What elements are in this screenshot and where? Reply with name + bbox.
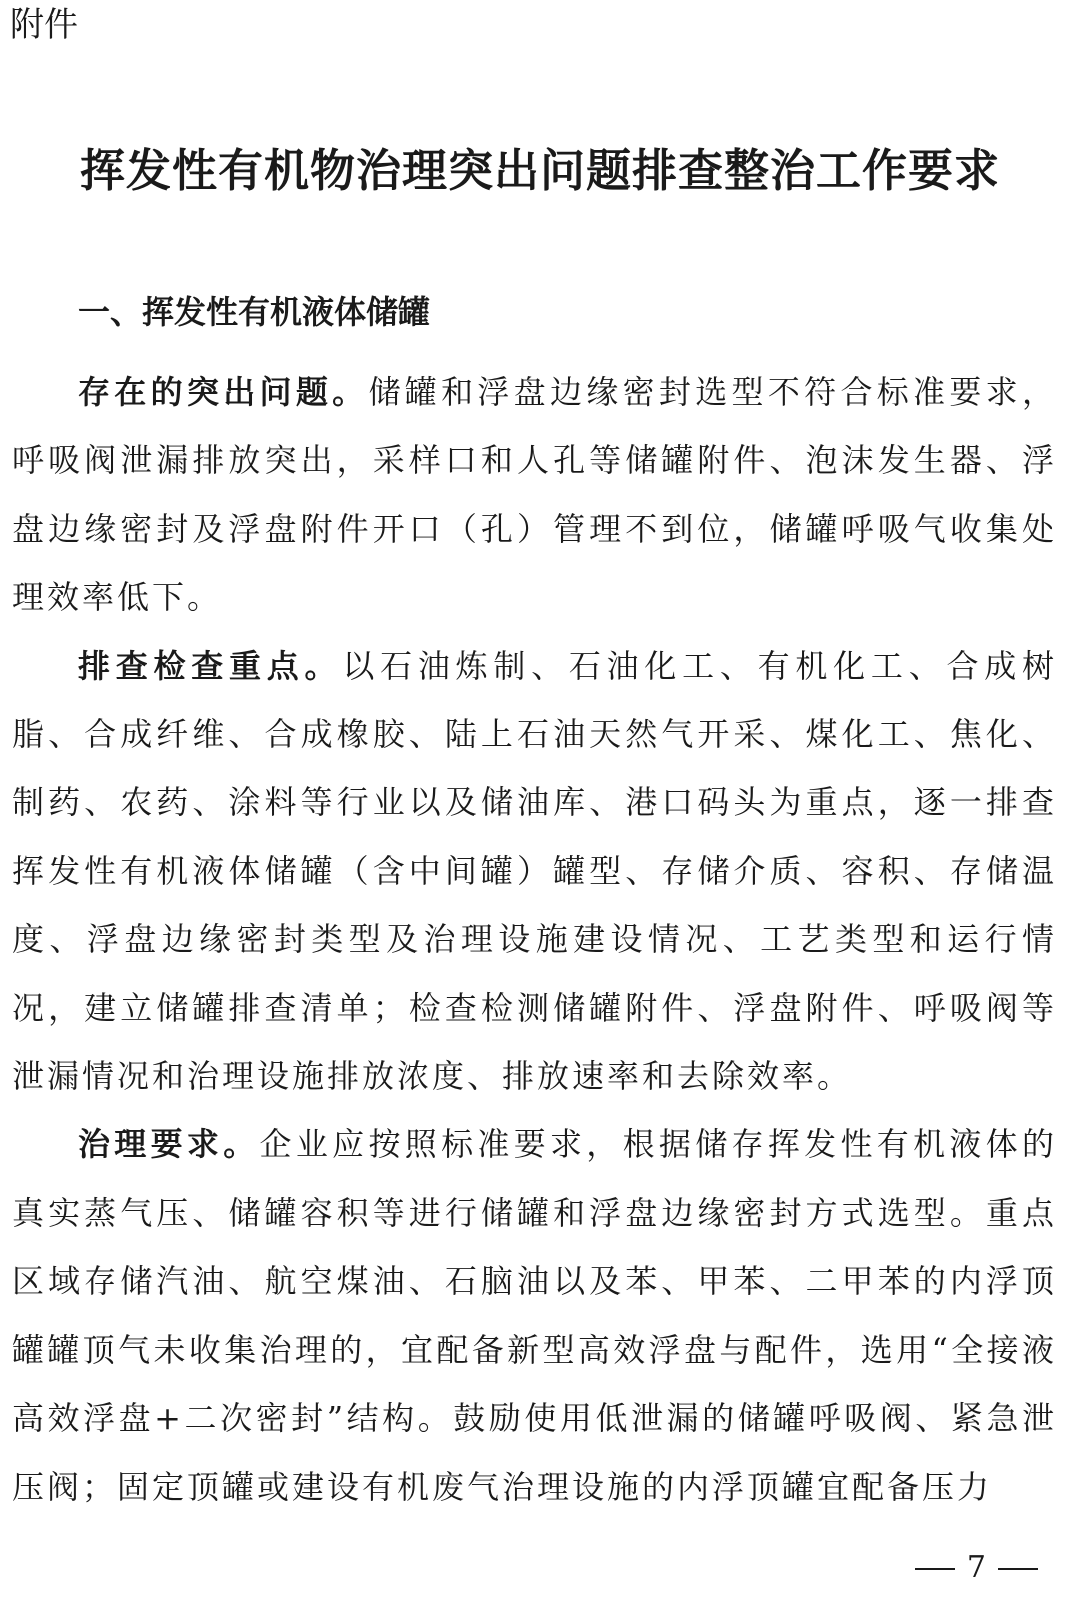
paragraph-text: 储罐和浮盘边缘密封选型不符合标准要求，呼吸阀泄漏排放突出，采样口和人孔等储罐附件、泡沫发生器、浮盘边缘密封及浮盘附件开口（孔）管理不到位，储罐呼吸气收集处理效率低下。: [12, 373, 1057, 617]
paragraph-text: 以石油炼制、石油化工、有机化工、合成树脂、合成纤维、合成橡胶、陆上石油天然气开采、煤化工、焦化、制药、农药、涂料等行业以及储油库、港口码头为重点，逐一排查挥发性有机液体储罐（含中间罐）罐型、存储介质、容积、存储温度、浮盘边缘密封类型及治理设施建设情况、工艺类型和运行情况，建立储罐排查清单；检查检测储罐附件、浮盘附件、呼吸阀等泄漏情况和治理设施排放浓度、排放速率和去除效率。: [12, 646, 1057, 1096]
paragraph-requirements: [12, 1110, 1057, 1520]
paragraph-text: 企业应按照标准要求，根据储存挥发性有机液体的真实蒸气压、储罐容积等进行储罐和浮盘边缘密封方式选型。重点区域存储汽油、航空煤油、石脑油以及苯、甲苯、二甲苯的内浮顶罐罐顶气未收集治理的，宜配备新型高效浮盘与配件，选用“全接液高效浮盘+二次密封”结构。鼓励使用低泄漏的储罐呼吸阀、紧急泄压阀；固定顶罐或建设有机废气治理设施的内浮顶罐宜配备压力: [12, 1125, 1057, 1506]
document-body: [12, 358, 1057, 1521]
document-title: 挥发性有机物治理突出问题排查整治工作要求: [79, 144, 1000, 197]
page-number-value: 7: [966, 1550, 986, 1585]
paragraph-lead: 存在的突出问题。: [78, 373, 369, 411]
page-number-dash-right: [998, 1568, 1038, 1570]
attachment-label: 附件: [10, 5, 78, 45]
page-number-dash-left: [915, 1568, 955, 1570]
paragraph-problems: [12, 358, 1057, 632]
paragraph-inspection: [12, 632, 1057, 1111]
paragraph-lead: 排查检查重点。: [78, 646, 343, 685]
page-number: [903, 1548, 1050, 1588]
section-heading: 一、挥发性有机液体储罐: [78, 293, 431, 331]
paragraph-lead: 治理要求。: [78, 1125, 260, 1164]
